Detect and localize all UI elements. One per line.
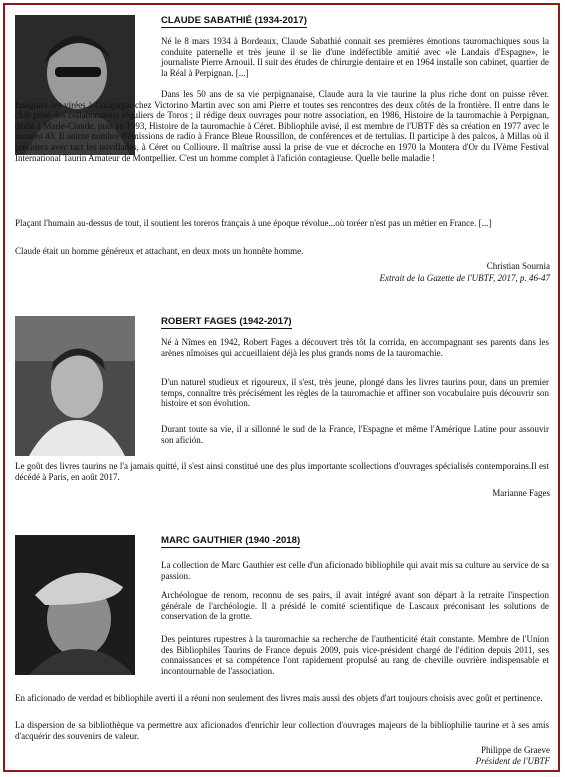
bio-paragraph: Né le 8 mars 1934 à Bordeaux, Claude Sabathié connait ses premières émotions tauromachiques sous la conduite paternelle et très jeune il se lie d'une indéfectible amitié avec «le Landais d'Espagne», le journaliste Pierre Arnouil. Il suit des études de chirurgie dentaire et en 1964 installe son cabinet, quartier de la Réal à Perpignan. [...]	[161, 36, 549, 78]
signature-source: Extrait de la Gazette de l'UBTF, 2017, p. 46-47	[379, 273, 550, 283]
bio-paragraph: La collection de Marc Gauthier est celle d'un aficionado bibliophile qui avait mis sa culture au service de sa passion.	[161, 560, 549, 581]
bio-paragraph: En aficionado de verdad et bibliophile averti il a réuni non seulement des livres mais aussi des objets d'art toujours choisis avec goût et pertinence.	[15, 693, 543, 703]
signature-author: Philippe de Graeve	[481, 745, 550, 755]
bio-paragraph: Plaçant l'humain au-dessus de tout, il soutient les toreros français à une époque révolue...où toréer n'est pas un métier en France. [...]	[15, 218, 492, 228]
bio-paragraph: Des peintures rupestres à la tauromachie sa recherche de l'authenticité était constante. Membre de l'Union des Bibliophiles Taurins de France depuis 2009, puis vice-président chargé de l'édition depuis 2011, ses connaissances et sa compétence l'ont rapidement propulsé au rang de cheville ouvrière indispensable et incontournable de l'association.	[161, 634, 549, 676]
signature-author: Christian Sournia	[486, 261, 550, 271]
name-heading: ROBERT FAGES (1942-2017)	[161, 316, 292, 327]
portrait-photo-fages	[15, 316, 135, 456]
name-heading: CLAUDE SABATHIÉ (1934-2017)	[161, 15, 307, 26]
bio-paragraph: D'un naturel studieux et rigoureux, il s'est, très jeune, plongé dans les livres taurins pour, dans un premier temps, connaître très précisément les règles de la tauromachie et affiner son vocabulaire puis découvrir son histoire et son évolution.	[161, 377, 549, 409]
signature-author: Marianne Fages	[492, 488, 550, 498]
bio-paragraph: Le goût des livres taurins ne l'a jamais quitté, il s'est ainsi constitué une des plus importante scollections d'ouvrages spécialisés contemporains.Il est décédé à Paris, en août 2017.	[15, 461, 549, 482]
signature-title: Président de l'UBTF	[475, 756, 550, 766]
bio-paragraph: La dispersion de sa bibliothèque va permettre aux aficionados d'enrichir leur collection d'ouvrages majeurs de la bibliophilie taurine et à ses amis d'acquérir des souvenirs de valeur.	[15, 720, 549, 741]
portrait-gauthier-image	[15, 535, 135, 675]
bio-paragraph: Archéologue de renom, reconnu de ses pairs, il avait intégré avant son départ à la retraite l'inspection générale de l'archéologie. Il a présidé le comité scientifique de Lascaux préconisant les solutions de conservation de la grotte.	[161, 590, 549, 622]
bio-paragraph: Durant toute sa vie, il a sillonné le sud de la France, l'Espagne et même l'Amérique Latine pour assouvir son afición.	[161, 424, 549, 445]
portrait-photo-gauthier	[15, 535, 135, 675]
page-frame	[3, 3, 560, 772]
name-heading: MARC GAUTHIER (1940 -2018)	[161, 535, 301, 546]
bio-paragraph: Dans les 50 ans de sa vie perpignanaise, Claude aura la vie taurine la plus riche dont on puisse rêver. Imaginez les virées à Galapagar chez Victorino Martin avec son ami Pierre et toutes ses rencontres des deux côtés de la frontière. Il entre dans le club prisé des collaborateurs réguliers de Toros ; il rédige deux ouvrages pour notre association, en 1986, Histoire de la tauromachie à Perpignan, dédié à Marie-Claude, puis en 1993, Histoire de la tauromachie à Céret. Bibliophile avisé, il est membre de l'UBTF dès sa création en 1977 avec le numéro 43. Il anime nombre d'émissions de radio à France Bleue Roussillon, de conférences et de tertulias. Il participe à des palcos, à Millas où il présidera avec tact les novilladas, à Céret ou Collioure. Il maîtrise aussi la prise de vue et décroche en 1970 la Montera d'Or du IVème Festival International Taurin Amateur de Montpellier. C'est un homme complet à l'afición contagieuse. Quelle belle maladie !	[15, 89, 549, 163]
bio-paragraph: Claude était un homme généreux et attachant, en deux mots un honnête homme.	[15, 246, 304, 256]
bio-paragraph: Né à Nîmes en 1942, Robert Fages a découvert très tôt la corrida, en accompagnant ses parents dans les arènes nîmoises qui accueillaient déjà les plus grands noms de la tauromachie.	[161, 337, 549, 358]
portrait-fages-image	[15, 316, 135, 456]
